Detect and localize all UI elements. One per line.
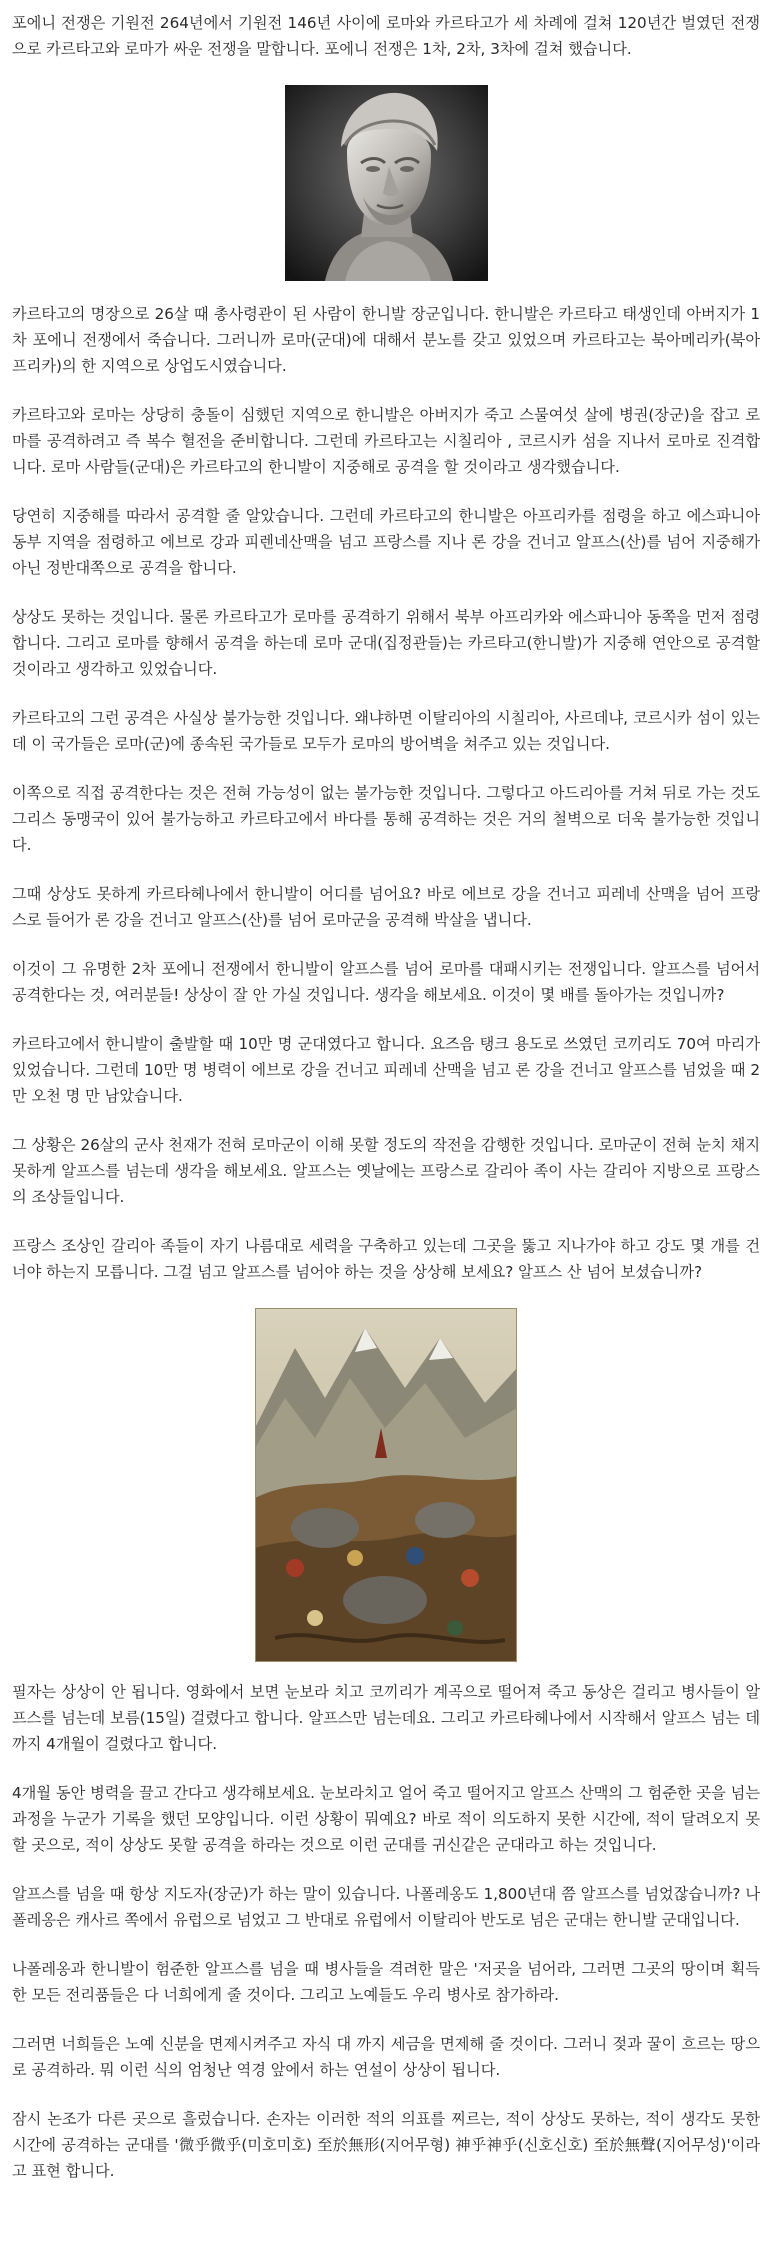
article-paragraph: 필자는 상상이 안 됩니다. 영화에서 보면 눈보라 치고 코끼리가 계곡으로 떨어져 죽고 동상은 걸리고 병사들이 알프스를 넘는데 보름(15일) 걸렸다고 합니다. 알프스만 넘는데요. 그리고 카르타헤나에서 시작해서 알프스 넘는 데까지 4개월이 걸렸다고 합니다. [12, 1683, 760, 1753]
article-paragraph: 그러면 너희들은 노예 신분을 면제시켜주고 자식 대 까지 세금을 면제해 줄 것이다. 그러니 젖과 꿀이 흐르는 땅으로 공격하라. 뭐 이런 식의 엄청난 역경 앞에서 하는 연설이 상상이 됩니다. [12, 2035, 760, 2079]
article-paragraph: 카르타고와 로마는 상당히 충돌이 심했던 지역으로 한니발은 아버지가 죽고 스물여섯 살에 병권(장군)을 잡고 로마를 공격하려고 즉 복수 혈전을 준비합니다. 그런데 카르타고는 시칠리아 , 코르시카 섬을 지나서 로마로 진격합니다. 로마 사람들(군대)은 카르타고의 한니발이 지중해로 공격을 할 것이라고 생각했습니다. [12, 406, 760, 476]
article-paragraph: 당연히 지중해를 따라서 공격할 줄 알았습니다. 그런데 카르타고의 한니발은 아프리카를 점령을 하고 에스파니아 동부 지역을 점령하고 에브로 강과 피렌네산맥을 넘고 프랑스를 지나 론 강을 건너고 알프스(산)를 넘어 지중해가 아닌 정반대쪽으로 공격을 합니다. [12, 507, 760, 577]
article-paragraph: 4개월 동안 병력을 끌고 간다고 생각해보세요. 눈보라치고 얼어 죽고 떨어지고 알프스 산맥의 그 험준한 곳을 넘는 과정을 누군가 기록을 했던 모양입니다. 이런 상황이 뭐예요? 바로 적이 의도하지 못한 시간에, 적이 달려오지 못할 곳으로, 적이 상상도 못할 공격을 하라는 것으로 이런 군대를 귀신같은 군대라고 하는 것입니다. [12, 1784, 760, 1854]
article-paragraph: 그 상황은 26살의 군사 천재가 전혀 로마군이 이해 못할 정도의 작전을 감행한 것입니다. 로마군이 전혀 눈치 채지 못하게 알프스를 넘는데 생각을 해보세요. 알프스는 옛날에는 프랑스로 갈리아 족이 사는 갈리아 지방으로 프랑스의 조상들입니다. [12, 1136, 760, 1206]
hannibal-bust-figure [12, 85, 760, 281]
alps-crossing-painting [255, 1308, 517, 1662]
article-paragraph: 프랑스 조상인 갈리아 족들이 자기 나름대로 세력을 구축하고 있는데 그곳을 뚫고 지나가야 하고 강도 몇 개를 건너야 하는지 모릅니다. 그걸 넘고 알프스를 넘어야 하는 것을 상상해 보세요? 알프스 산 넘어 보셨습니까? [12, 1237, 760, 1281]
article-paragraph: 잠시 논조가 다른 곳으로 흘렀습니다. 손자는 이러한 적의 의표를 찌르는, 적이 상상도 못하는, 적이 생각도 못한 시간에 공격하는 군대를 '微乎微乎(미호미호) 至於無形(지어무형) 神乎神乎(신호신호) 至於無聲(지어무성)'이라고 표현 합니다. [12, 2110, 760, 2180]
article-paragraph: 이쪽으로 직접 공격한다는 것은 전혀 가능성이 없는 불가능한 것입니다. 그렇다고 아드리아를 거쳐 뒤로 가는 것도 그리스 동맹국이 있어 불가능하고 카르타고에서 바다를 통해 공격하는 것은 거의 철벽으로 더욱 불가능한 것입니다. [12, 784, 760, 854]
article-paragraph: 카르타고의 그런 공격은 사실상 불가능한 것입니다. 왜냐하면 이탈리아의 시칠리아, 사르데냐, 코르시카 섬이 있는데 이 국가들은 로마(군)에 종속된 국가들로 모두가 로마의 방어벽을 쳐주고 있는 것입니다. [12, 709, 760, 753]
article-paragraph: 카르타고에서 한니발이 출발할 때 10만 명 군대였다고 합니다. 요즈음 탱크 용도로 쓰였던 코끼리도 70여 마리가 있었습니다. 그런데 10만 명 병력이 에브로 강을 건너고 피레네 산맥을 넘고 론 강을 건너고 알프스를 넘었을 때 2만 오천 명 만 남았습니다. [12, 1035, 760, 1105]
article-paragraph: 알프스를 넘을 때 항상 지도자(장군)가 하는 말이 있습니다. 나폴레옹도 1,800년대 쯤 알프스를 넘었잖습니까? 나폴레옹은 캐사르 쪽에서 유럽으로 넘었고 그 반대로 유럽에서 이탈리아 반도로 넘은 군대는 한니발 군대입니다. [12, 1885, 760, 1929]
article-body [12, 10, 760, 2207]
article-paragraph: 이것이 그 유명한 2차 포에니 전쟁에서 한니발이 알프스를 넘어 로마를 대패시키는 전쟁입니다. 알프스를 넘어서 공격한다는 것, 여러분들! 상상이 잘 안 가실 것입니다. 생각을 해보세요. 이것이 몇 배를 돌아가는 것입니까? [12, 960, 760, 1004]
article-paragraph: 포에니 전쟁은 기원전 264년에서 기원전 146년 사이에 로마와 카르타고가 세 차례에 걸쳐 120년간 벌였던 전쟁으로 카르타고와 로마가 싸운 전쟁을 말합니다. 포에니 전쟁은 1차, 2차, 3차에 걸쳐 했습니다. [12, 14, 760, 58]
article-paragraph: 그때 상상도 못하게 카르타헤나에서 한니발이 어디를 넘어요? 바로 에브로 강을 건너고 피레네 산맥을 넘어 프랑스로 들어가 론 강을 건너고 알프스(산)를 넘어 로마군을 공격해 박살을 냅니다. [12, 885, 760, 929]
article-paragraph: 상상도 못하는 것입니다. 물론 카르타고가 로마를 공격하기 위해서 북부 아프리카와 에스파니아 동쪽을 먼저 점령합니다. 그리고 로마를 향해서 공격을 하는데 로마 군대(집정관들)는 카르타고(한니발)가 지중해 연안으로 공격할 것이라고 생각하고 있었습니다. [12, 608, 760, 678]
article-paragraph: 카르타고의 명장으로 26살 때 총사령관이 된 사람이 한니발 장군입니다. 한니발은 카르타고 태생인데 아버지가 1차 포에니 전쟁에서 죽습니다. 그러니까 로마(군대)에 대해서 분노를 갖고 있었으며 카르타고는 북아메리카(북아프리카)의 한 지역으로 상업도시였습니다. [12, 305, 760, 375]
hannibal-bust-image [285, 85, 488, 281]
alps-crossing-figure [12, 1308, 760, 1662]
article-paragraph: 나폴레옹과 한니발이 험준한 알프스를 넘을 때 병사들을 격려한 말은 '저곳을 넘어라, 그러면 그곳의 땅이며 획득한 모든 전리품들은 다 너희에게 줄 것이다. 그리고 노예들도 우리 병사로 참가하라. [12, 1960, 760, 2004]
